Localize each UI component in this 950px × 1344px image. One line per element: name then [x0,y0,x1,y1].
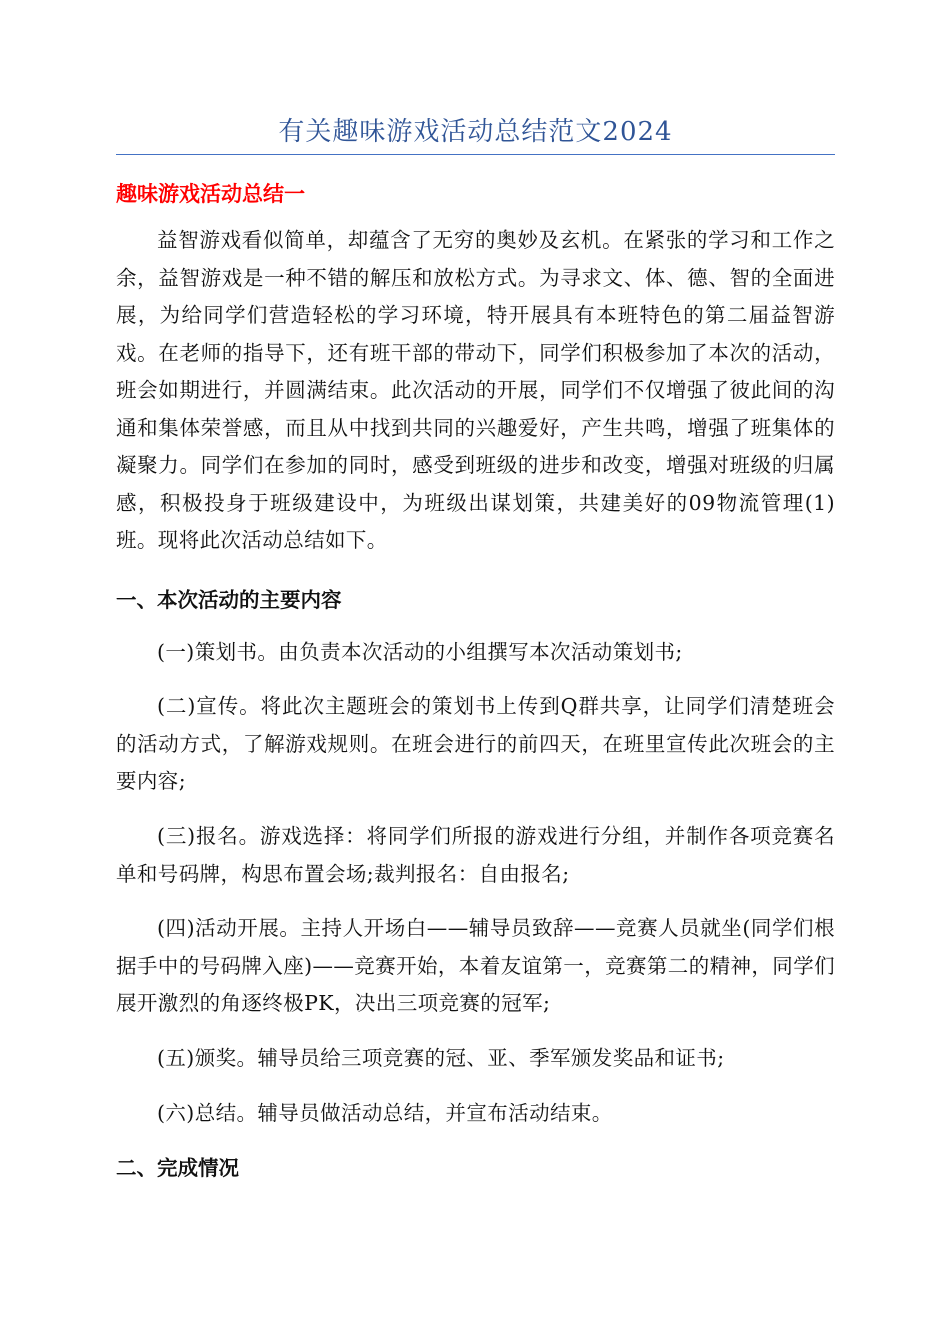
document-title: 有关趣味游戏活动总结范文2024 [278,117,673,147]
intro-paragraph: 益智游戏看似简单，却蕴含了无穷的奥妙及玄机。在紧张的学习和工作之余，益智游戏是一种不错的解压和放松方式。为寻求文、体、德、智的全面进展，为给同学们营造轻松的学习环境，特开展具有本班特色的第二届益智游戏。在老师的指导下，还有班干部的带动下，同学们积极参加了本次的活动，班会如期进行，并圆满结束。此次活动的开展，同学们不仅增强了彼此间的沟通和集体荣誉感，而且从中找到共同的兴趣爱好，产生共鸣，增强了班集体的凝聚力。同学们在参加的同时，感受到班级的进步和改变，增强对班级的归属感，积极投身于班级建设中，为班级出谋划策，共建美好的09物流管理(1)班。现将此次活动总结如下。 [116,228,835,552]
list-item-2: (二)宣传。将此次主题班会的策划书上传到Q群共享，让同学们清楚班会的活动方式，了解游戏规则。在班会进行的前四天，在班里宣传此次班会的主要内容; [116,694,835,793]
heading-main-content: 一、本次活动的主要内容 [116,588,342,612]
list-item-3: (三)报名。游戏选择：将同学们所报的游戏进行分组，并制作各项竞赛名单和号码牌，构思布置会场;裁判报名：自由报名; [116,824,835,886]
title-underline [116,154,835,155]
heading-completion: 二、完成情况 [116,1156,239,1180]
list-item-5: (五)颁奖。辅导员给三项竞赛的冠、亚、季军颁发奖品和证书; [157,1046,725,1070]
list-item-4: (四)活动开展。主持人开场白——辅导员致辞——竞赛人员就坐(同学们根据手中的号码牌入座)——竞赛开始，本着友谊第一，竞赛第二的精神，同学们展开激烈的角逐终极PK，决出三项竞赛的冠军; [116,916,835,1015]
section-title: 趣味游戏活动总结一 [116,182,305,206]
list-item-1: (一)策划书。由负责本次活动的小组撰写本次活动策划书; [157,640,683,664]
list-item-6: (六)总结。辅导员做活动总结，并宣布活动结束。 [157,1101,613,1125]
